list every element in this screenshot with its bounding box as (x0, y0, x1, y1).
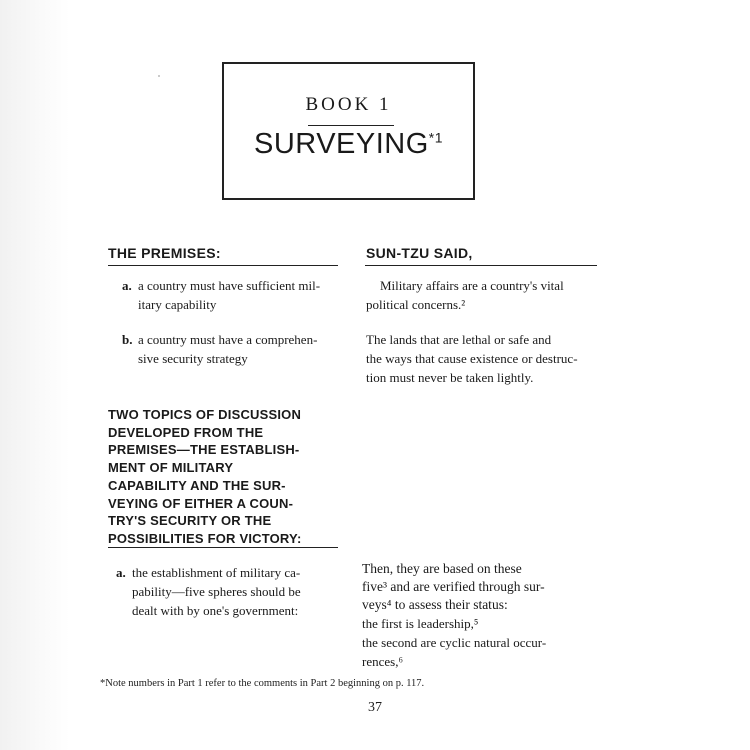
premises-heading: THE PREMISES: (108, 245, 221, 261)
premise-a-marker: a. (122, 278, 132, 293)
premise-b-line-1: a country must have a comprehen- (138, 332, 318, 347)
topic-a-marker: a. (116, 565, 126, 580)
book-title-text: SURVEYING (253, 128, 429, 160)
premise-b (122, 330, 342, 370)
premise-a (122, 276, 342, 316)
page-number: 37 (368, 700, 382, 715)
sun-paragraph-1: Military affairs are a country's vital political concerns.² (366, 278, 564, 312)
footnote: *Note numbers in Part 1 refer to the comments in Part 2 beginning on p. 117. (100, 678, 425, 689)
topics-heading-rule (108, 547, 338, 548)
topic-a-line-2: pability—five spheres should be (132, 584, 301, 599)
paper-speck (158, 75, 160, 77)
topic-a-line-1: the establishment of military ca- (132, 565, 301, 580)
sun-paragraph-3: Then, they are based on these five³ and are verified through sur- veys⁴ to assess their status: (362, 561, 545, 612)
suntzu-heading-rule (365, 265, 597, 266)
book-title-footnote-mark: *1 (428, 129, 444, 146)
title-box (222, 62, 475, 200)
premise-b-line-2: sive security strategy (138, 351, 248, 366)
premise-b-marker: b. (122, 332, 133, 347)
topic-a (116, 563, 342, 623)
book-label-rule (308, 125, 394, 126)
premise-a-line-1: a country must have sufficient mil- (138, 278, 321, 293)
sun-paragraph-2: The lands that are lethal or safe and the ways that cause existence or destruc- tion must never be taken lightly. (366, 332, 578, 385)
topics-heading: TWO TOPICS OF DISCUSSION DEVELOPED FROM THE PREMISES—THE ESTABLISH- MENT OF MILITARY CAPABILITY AND THE SUR- VEYING OF EITHER A COUN- TRY'S SECURITY OR THE POSSIBILITIES FOR VICTORY: (108, 407, 302, 546)
sun-paragraph-4: the first is leadership,⁵ the second are cyclic natural occur- rences,⁶ (362, 616, 547, 669)
suntzu-heading: SUN-TZU SAID, (366, 245, 473, 261)
premises-heading-rule (108, 265, 338, 266)
premise-a-line-2: itary capability (138, 297, 217, 312)
book-title (224, 128, 473, 161)
topic-a-line-3: dealt with by one's government: (132, 603, 299, 618)
book-label: BOOK 1 (305, 94, 392, 115)
